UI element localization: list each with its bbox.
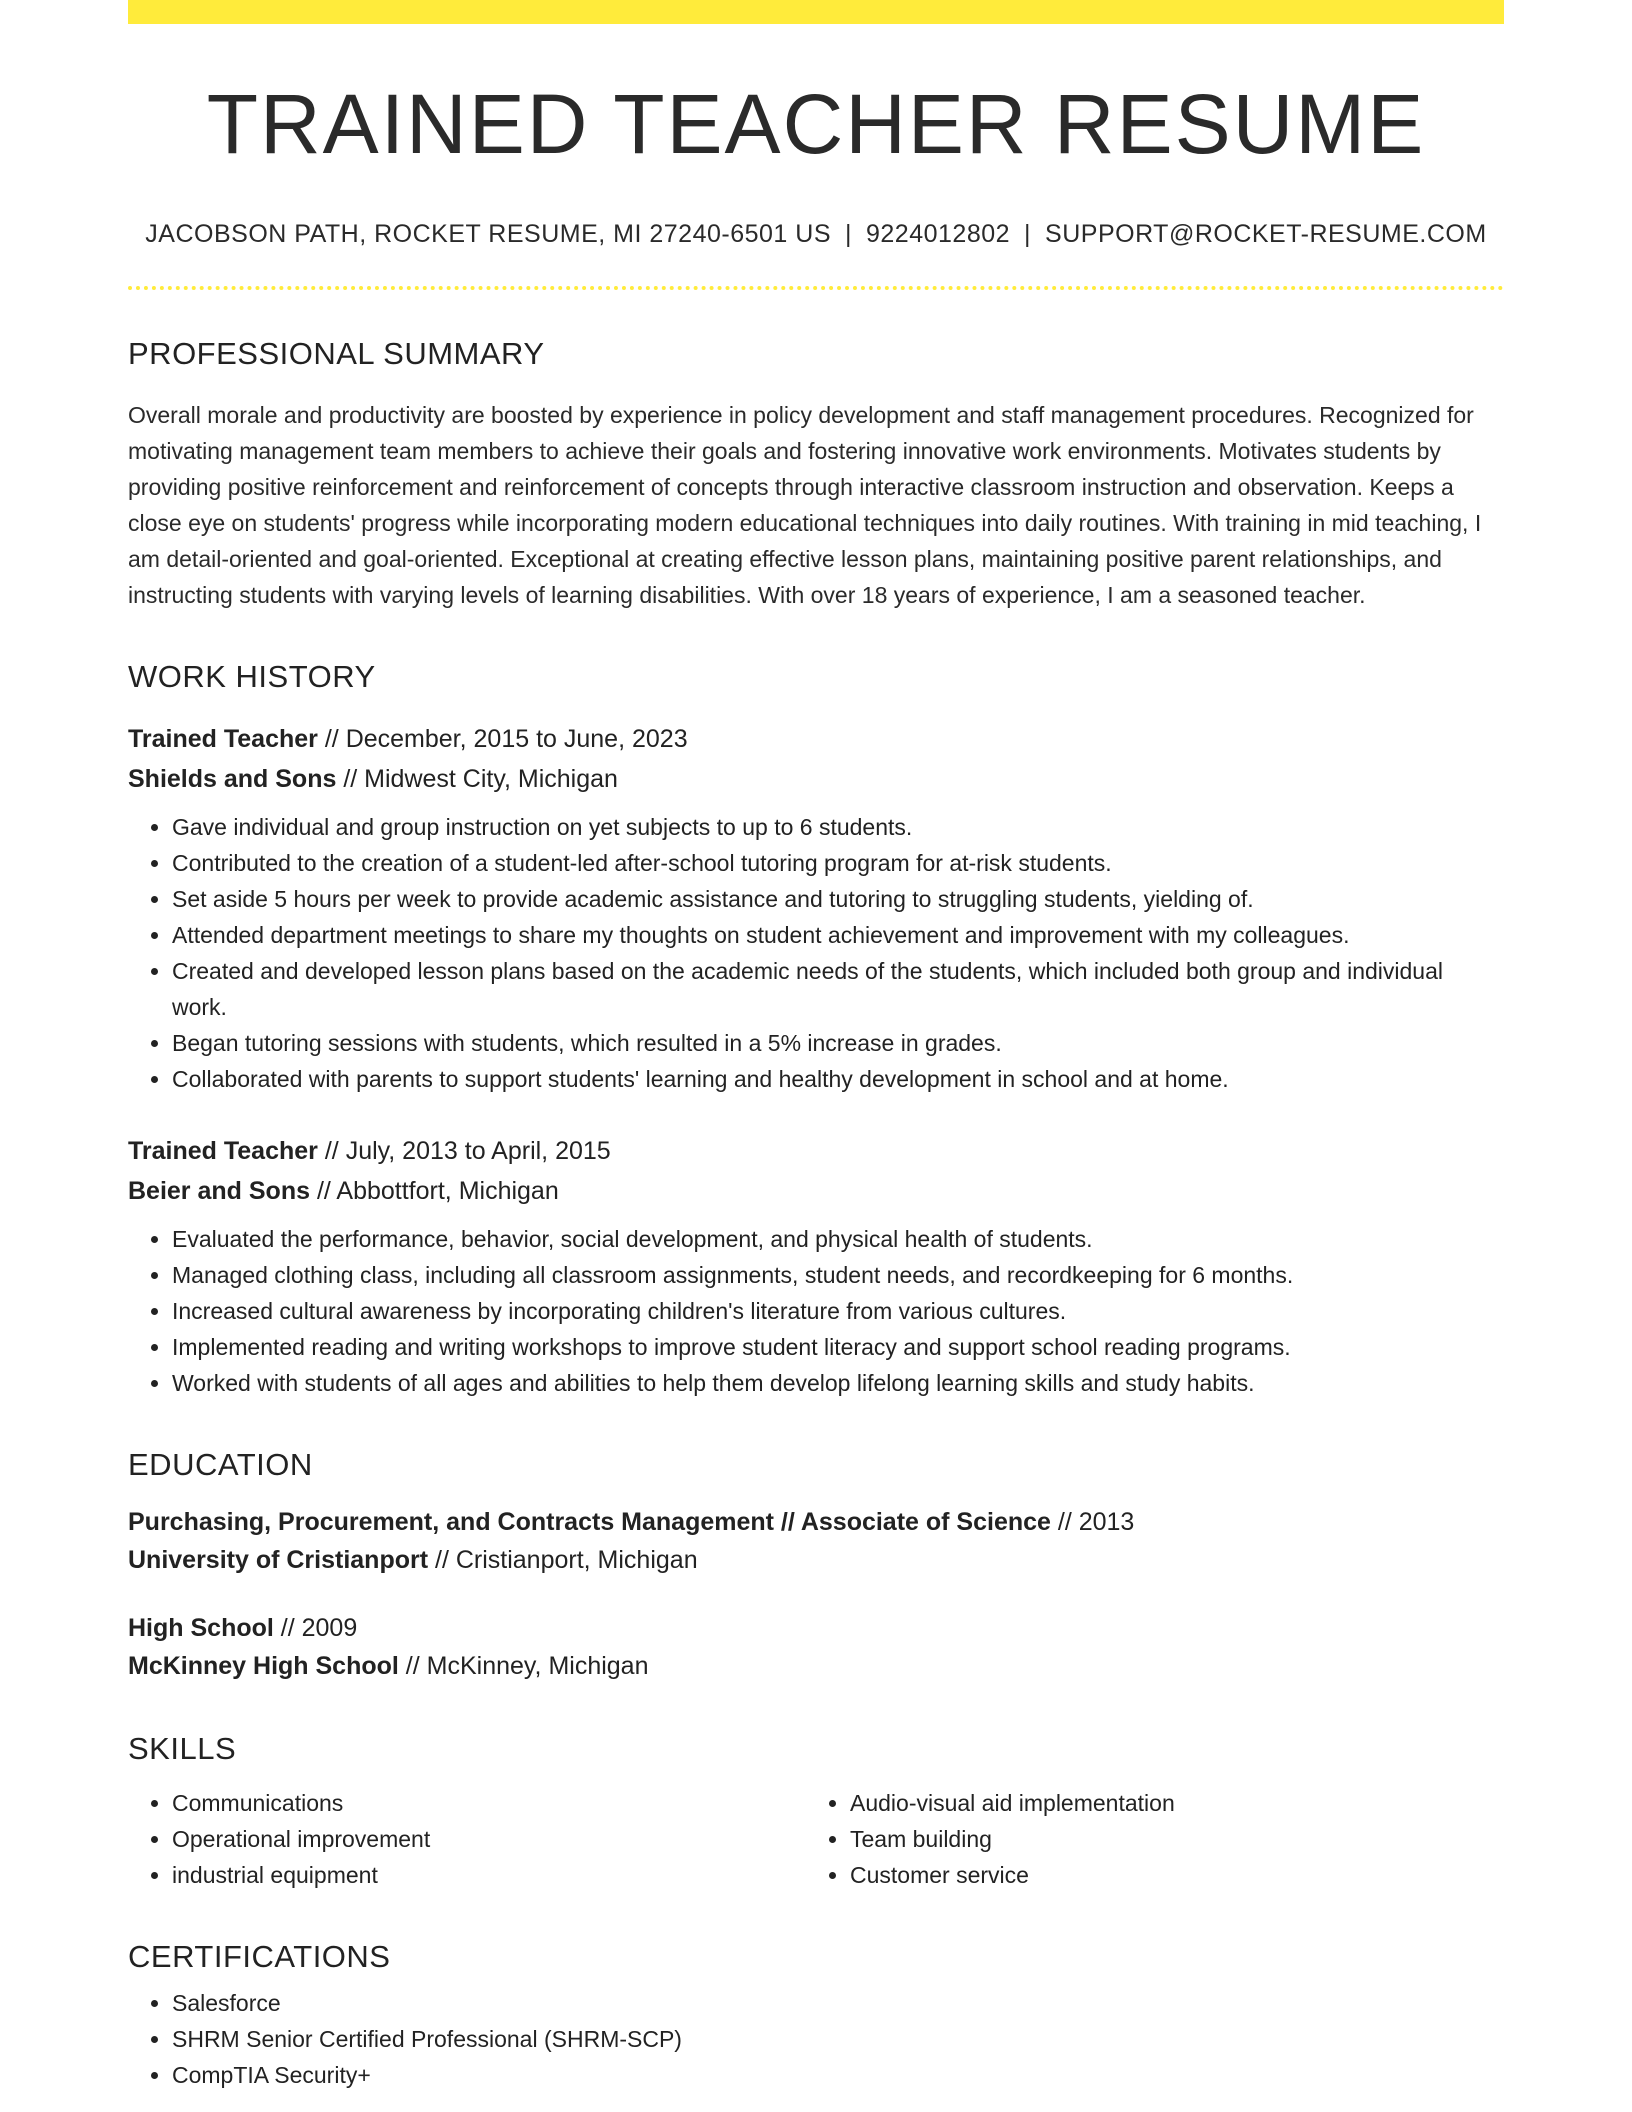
- summary-text: Overall morale and productivity are boosted by experience in policy development and staff management procedures. Recognized for motivating management team members to achieve their goals and fostering innovative work environments. Motivates students by providing positive reinforcement and reinforcement of concepts through interactive classroom instruction and observation. Keeps a close eye on students' progress while incorporating modern educational techniques into daily routines. With training in mid teaching, I am detail-oriented and goal-oriented. Exceptional at creating effective lesson plans, maintaining positive parent relationships, and instructing students with varying levels of learning disabilities. With over 18 years of experience, I am a seasoned teacher.: [128, 402, 1482, 608]
- resume-title: TRAINED TEACHER RESUME: [206, 77, 1426, 171]
- job-location: // Midwest City, Michigan: [336, 765, 618, 793]
- list-item: • Created and developed lesson plans based on the academic needs of the students, which included both group and individual work.: [172, 953, 1504, 1025]
- list-item: • Worked with students of all ages and abilities to help them develop lifelong learning skills and study habits.: [172, 1365, 1504, 1401]
- job-company-line: [128, 1171, 1504, 1211]
- education-heading: EDUCATION: [128, 1447, 313, 1482]
- education-degree-line: [128, 1503, 1504, 1541]
- list-item: • Set aside 5 hours per week to provide academic assistance and tutoring to struggling students, yielding of.: [172, 881, 1504, 917]
- contact-phone: 9224012802: [866, 220, 1011, 248]
- list-item: • Communications: [172, 1785, 806, 1821]
- job-title-line: [128, 1131, 1504, 1171]
- job-location: // Abbottfort, Michigan: [310, 1177, 559, 1205]
- list-item: • Began tutoring sessions with students, which resulted in a 5% increase in grades.: [172, 1025, 1504, 1061]
- list-item: • Operational improvement: [172, 1821, 806, 1857]
- skills-column-right: [806, 1785, 1484, 1893]
- job-dates: // December, 2015 to June, 2023: [317, 725, 688, 753]
- education-degree-line: [128, 1609, 1504, 1647]
- education-school: McKinney High School: [128, 1652, 399, 1680]
- education-degree: Purchasing, Procurement, and Contracts Management // Associate of Science: [128, 1508, 1051, 1536]
- list-item: • industrial equipment: [172, 1857, 806, 1893]
- list-item: • Audio-visual aid implementation: [850, 1785, 1484, 1821]
- education-location: // McKinney, Michigan: [398, 1652, 649, 1680]
- list-item: • Implemented reading and writing workshops to improve student literacy and support school reading programs.: [172, 1329, 1504, 1365]
- contact-line: [128, 220, 1504, 249]
- job-title-line: [128, 719, 1504, 759]
- job-entry: [128, 719, 1504, 1097]
- education-school-line: [128, 1541, 1504, 1579]
- job-company: Beier and Sons: [128, 1177, 310, 1205]
- list-item: • Collaborated with parents to support students' learning and healthy development in school and at home.: [172, 1061, 1504, 1097]
- list-item: • Gave individual and group instruction on yet subjects to up to 6 students.: [172, 809, 1504, 845]
- list-item: • Managed clothing class, including all classroom assignments, student needs, and recordkeeping for 6 months.: [172, 1257, 1504, 1293]
- job-company: Shields and Sons: [128, 765, 337, 793]
- contact-address: JACOBSON PATH, ROCKET RESUME, MI 27240-6501 US: [145, 220, 831, 248]
- contact-email: SUPPORT@ROCKET-RESUME.COM: [1045, 220, 1487, 248]
- list-item: • CompTIA Security+: [172, 2057, 1504, 2093]
- contact-separator: |: [1024, 220, 1032, 248]
- certifications-heading: CERTIFICATIONS: [128, 1939, 391, 1974]
- job-bullets: [128, 809, 1504, 1097]
- education-entry: [128, 1503, 1504, 1579]
- job-bullets: [128, 1221, 1504, 1401]
- job-dates: // July, 2013 to April, 2015: [317, 1137, 611, 1165]
- contact-separator: |: [845, 220, 852, 248]
- job-entry: [128, 1131, 1504, 1401]
- education-year: // 2013: [1050, 1508, 1135, 1536]
- list-item: • Contributed to the creation of a student-led after-school tutoring program for at-risk students.: [172, 845, 1504, 881]
- job-title: Trained Teacher: [128, 725, 318, 753]
- job-title: Trained Teacher: [128, 1137, 318, 1165]
- education-school-line: [128, 1647, 1504, 1685]
- education-year: // 2009: [273, 1614, 358, 1642]
- skills-heading: SKILLS: [128, 1731, 237, 1766]
- list-item: • Attended department meetings to share my thoughts on student achievement and improvement with my colleagues.: [172, 917, 1504, 953]
- education-entry: [128, 1609, 1504, 1685]
- list-item: • Customer service: [850, 1857, 1484, 1893]
- list-item: • Salesforce: [172, 1985, 1504, 2021]
- education-location: // Cristianport, Michigan: [428, 1546, 698, 1574]
- certifications-list: [128, 1985, 1504, 2093]
- job-company-line: [128, 759, 1504, 799]
- skills-column-left: [128, 1785, 806, 1893]
- resume-page: [128, 0, 1504, 2093]
- list-item: • Evaluated the performance, behavior, social development, and physical health of students.: [172, 1221, 1504, 1257]
- list-item: • Increased cultural awareness by incorporating children's literature from various cultures.: [172, 1293, 1504, 1329]
- dotted-divider: [128, 286, 1504, 290]
- list-item: • SHRM Senior Certified Professional (SHRM-SCP): [172, 2021, 1504, 2057]
- work-history-heading: WORK HISTORY: [128, 659, 376, 694]
- top-accent-bar: [128, 0, 1504, 24]
- list-item: • Team building: [850, 1821, 1484, 1857]
- summary-heading: PROFESSIONAL SUMMARY: [128, 336, 545, 371]
- education-degree: High School: [128, 1614, 274, 1642]
- skills-columns: [128, 1785, 1504, 1893]
- education-school: University of Cristianport: [128, 1546, 429, 1574]
